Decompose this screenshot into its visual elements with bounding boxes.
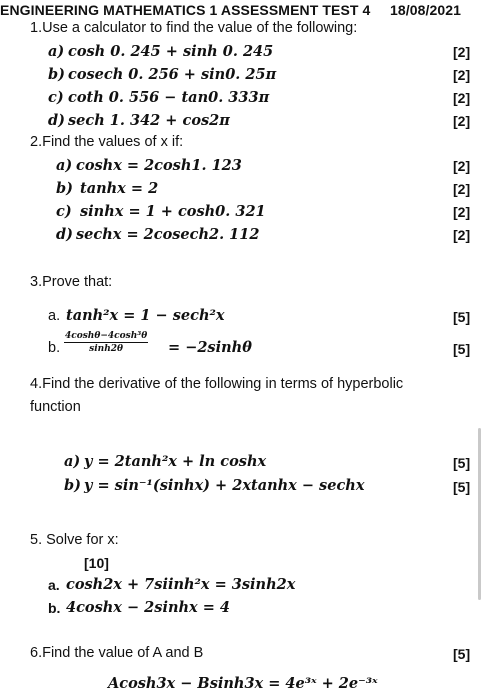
q1-b-expression: cosech 0. 256 + sin0. 25π bbox=[68, 66, 277, 83]
q5-b-expression: 4coshx − 2sinhx = 4 bbox=[66, 599, 231, 616]
q2-b-label: b) bbox=[56, 180, 73, 197]
q3-b-denominator: sinh2θ bbox=[89, 344, 124, 354]
q4-a-expression: y = 2tanh²x + ln coshx bbox=[84, 453, 267, 470]
q2-b-marks: [2] bbox=[453, 181, 471, 197]
q2-d-marks: [2] bbox=[453, 227, 471, 243]
q5-marks: [10] bbox=[84, 555, 109, 571]
q2-b-expression: tanhx = 2 bbox=[80, 180, 159, 197]
q4-prompt-line1: 4.Find the derivative of the following in terms of hyperbolic bbox=[30, 376, 404, 392]
q3-a-marks: [5] bbox=[453, 309, 471, 325]
q1-d-expression: sech 1. 342 + cos2π bbox=[68, 112, 230, 129]
q2-prompt: 2.Find the values of x if: bbox=[30, 134, 184, 150]
q4-prompt-line2: function bbox=[30, 399, 81, 415]
q4-a-label: a) bbox=[64, 453, 81, 470]
q2-a-label: a) bbox=[56, 157, 73, 174]
q2-a-marks: [2] bbox=[453, 158, 471, 174]
q3-b-numerator: 4coshθ−4cosh³θ bbox=[65, 331, 148, 341]
q6-equation: Acosh3x − Bsinh3x = 4e³ˣ + 2e⁻³ˣ bbox=[108, 675, 378, 692]
q3-prompt: 3.Prove that: bbox=[30, 274, 113, 290]
q1-a-label: a) bbox=[48, 43, 65, 60]
q4-b-label: b) bbox=[64, 477, 81, 494]
q4-b-expression: y = sin⁻¹(sinhx) + 2xtanhx − sechx bbox=[84, 477, 365, 494]
q1-c-marks: [2] bbox=[453, 90, 471, 106]
page-scrollbar[interactable] bbox=[478, 428, 481, 600]
q2-c-expression: sinhx = 1 + cosh0. 321 bbox=[80, 203, 266, 220]
test-title: ENGINEERING MATHEMATICS 1 ASSESSMENT TEST 4 bbox=[0, 2, 371, 18]
q1-c-expression: coth 0. 556 − tan0. 333π bbox=[68, 89, 270, 106]
q6-prompt: 6.Find the value of A and B bbox=[30, 645, 204, 661]
q1-c-label: c) bbox=[48, 89, 64, 106]
q2-d-expression: sechx = 2cosech2. 112 bbox=[76, 226, 260, 243]
q1-d-marks: [2] bbox=[453, 113, 471, 129]
q3-b-marks: [5] bbox=[453, 341, 471, 357]
q5-a-label: a. bbox=[48, 577, 60, 593]
q3-b-fraction bbox=[64, 331, 148, 354]
q2-c-label: c) bbox=[56, 203, 72, 220]
q5-b-label: b. bbox=[48, 600, 61, 616]
q4-a-marks: [5] bbox=[453, 455, 471, 471]
q2-c-marks: [2] bbox=[453, 204, 471, 220]
q5-a-expression: cosh2x + 7siinh²x = 3sinh2x bbox=[66, 576, 296, 593]
q4-b-marks: [5] bbox=[453, 479, 471, 495]
q2-d-label: d) bbox=[56, 226, 73, 243]
q1-prompt: 1.Use a calculator to find the value of the following: bbox=[30, 20, 358, 36]
q1-a-expression: cosh 0. 245 + sinh 0. 245 bbox=[68, 43, 274, 60]
q3-b-label: b. bbox=[48, 340, 61, 356]
q1-a-marks: [2] bbox=[453, 44, 471, 60]
q6-marks: [5] bbox=[453, 646, 471, 662]
q1-b-marks: [2] bbox=[453, 67, 471, 83]
q3-b-rhs: = −2sinhθ bbox=[168, 339, 252, 356]
test-date: 18/08/2021 bbox=[390, 2, 462, 18]
q5-prompt: 5. Solve for x: bbox=[30, 532, 119, 548]
q1-d-label: d) bbox=[48, 112, 65, 129]
q3-a-label: a. bbox=[48, 308, 61, 324]
q2-a-expression: coshx = 2cosh1. 123 bbox=[76, 157, 242, 174]
q1-b-label: b) bbox=[48, 66, 65, 83]
q3-a-expression: tanh²x = 1 − sech²x bbox=[66, 307, 225, 324]
